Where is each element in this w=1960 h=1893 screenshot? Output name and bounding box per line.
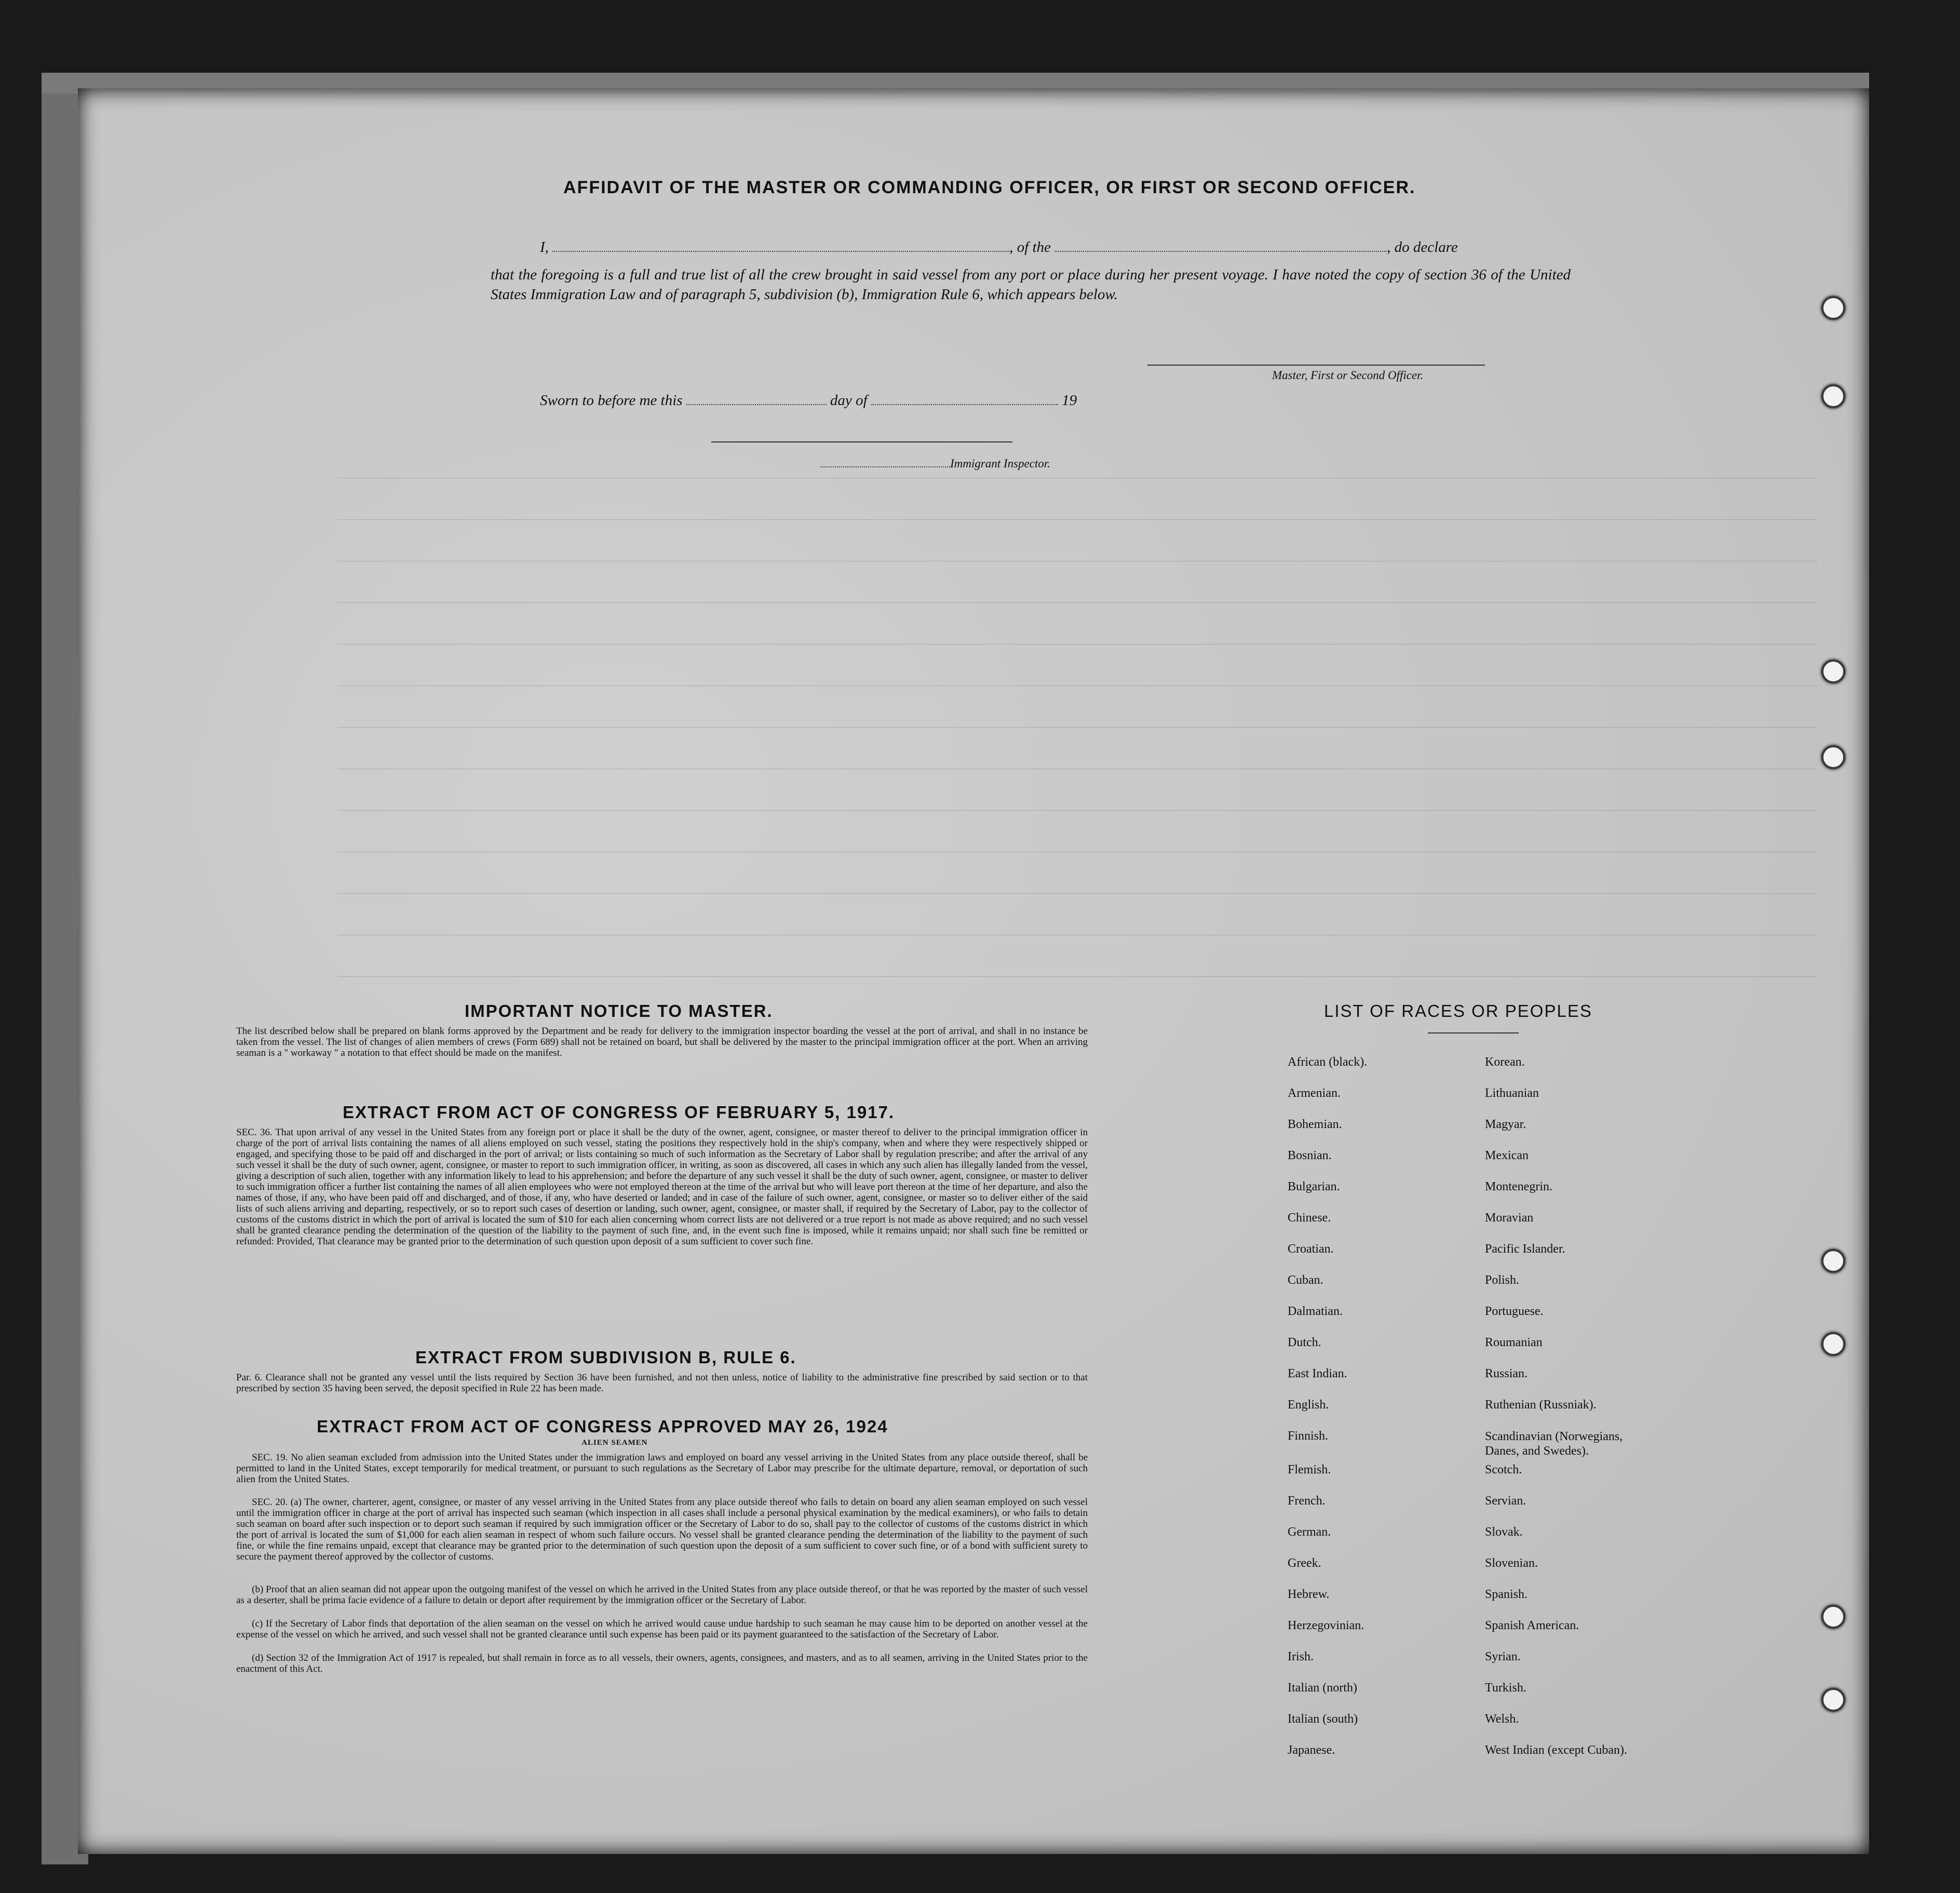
extract-1924-title: EXTRACT FROM ACT OF CONGRESS APPROVED MAY 26, 1924 bbox=[317, 1417, 888, 1436]
binder-hole bbox=[1821, 1249, 1845, 1273]
affidavit-do-declare: , do declare bbox=[1387, 239, 1458, 256]
race-item: French. bbox=[1288, 1494, 1326, 1508]
binder-hole bbox=[1821, 1605, 1845, 1629]
inspector-signature-line[interactable] bbox=[711, 441, 1012, 442]
race-item: Magyar. bbox=[1485, 1118, 1526, 1131]
name-field[interactable] bbox=[552, 251, 1009, 252]
race-item: Lithuanian bbox=[1485, 1086, 1539, 1100]
race-item: Bulgarian. bbox=[1288, 1180, 1340, 1193]
bleed-rule bbox=[337, 976, 1817, 977]
sec19-text: SEC. 19. No alien seaman excluded from admission into the United States under the immigration laws and employed on board any vessel arriving in the United States from any place outside thereof, shall be permitted to land in the United States, except temporarily for medical treatment, or pursuant to such regulations as the Secretary of Labor may prescribe for the ultimate departure, removal, or deportation of such alien from the United States. bbox=[236, 1452, 1088, 1485]
race-item: Bosnian. bbox=[1288, 1149, 1332, 1162]
master-signature-caption: Master, First or Second Officer. bbox=[1272, 369, 1424, 382]
race-item: Slovak. bbox=[1485, 1525, 1523, 1539]
race-item: African (black). bbox=[1288, 1055, 1368, 1069]
race-item: Ruthenian (Russniak). bbox=[1485, 1398, 1597, 1412]
extract-1917-text: SEC. 36. That upon arrival of any vessel in the United States from any foreign port or place it shall be the duty of the owner, agent, consignee, or master thereof to deliver to the principal immigration officer in charge of the port of arrival lists containing the names of all aliens employed on such vessel, stating the positions they respectively hold in the ship's company, when and where they were respectively shipped or engaged, and specifying those to be paid off and discharged in the port of arrival; or lists containing so much of such information as the Secretary of Labor shall by regulation prescribe; and after the arrival of any such vessel it shall be the duty of such owner, agent, consignee, or master to report to such immigration officer, in writing, as soon as discovered, all cases in which any such alien has illegally landed from the vessel, giving a description of such alien, together with any information likely to lead to his apprehension; and before the departure of any such vessel it shall be the duty of such owner, agent, consignee, or master to deliver to such immigration officer a further list containing the names of all alien employees who were not employed thereon at the time of the arrival but who will leave port thereon at the time of her departure, and also the names of those, if any, who have been paid off and discharged, and of those, if any, who have deserted or landed; and in case of the failure of such owner, agent, consignee, or master so to deliver either of the said lists of such aliens arriving and departing, respectively, or so to report such cases of desertion or landing, such owner, agent, consignee, or master shall, if required by the Secretary of Labor, pay to the collector of customs of the customs district in which the port of arrival is located the sum of $10 for each alien concerning whom correct lists are not delivered or a true report is not made as above required; and no such vessel shall be granted clearance pending the determination of the question of the liability to the payment of such fine, and, in the event such fine is imposed, while it remains unpaid; nor shall such fine be remitted or refunded: Provided, That clearance may be granted prior to the determination of such question upon deposit of a sum sufficient to cover such fine. bbox=[236, 1127, 1088, 1247]
sworn-month-field[interactable] bbox=[871, 404, 1058, 405]
bleed-rule bbox=[337, 519, 1817, 520]
vessel-field[interactable] bbox=[1055, 251, 1387, 252]
master-signature-line[interactable] bbox=[1147, 365, 1485, 366]
race-item: Spanish American. bbox=[1485, 1619, 1579, 1632]
extract-1917-title: EXTRACT FROM ACT OF CONGRESS OF FEBRUARY 5, 1917. bbox=[343, 1103, 895, 1122]
race-item: Pacific Islander. bbox=[1485, 1242, 1565, 1256]
race-item: English. bbox=[1288, 1398, 1329, 1412]
race-item: Moravian bbox=[1485, 1211, 1534, 1225]
affidavit-of-the: , of the bbox=[1009, 239, 1051, 256]
race-item: Syrian. bbox=[1485, 1650, 1521, 1663]
extract-1924-subtitle: ALIEN SEAMEN bbox=[582, 1439, 648, 1447]
race-item: Dutch. bbox=[1288, 1336, 1321, 1349]
sworn-label: Sworn to before me this bbox=[540, 392, 683, 409]
race-item: Spanish. bbox=[1485, 1588, 1528, 1601]
day-of-label: day of bbox=[830, 392, 868, 409]
extract-rule6-text: Par. 6. Clearance shall not be granted any vessel until the lists required by Section 36 have been furnished, and not then unless, notice of liability to the administrative fine prescribed by said section or to that prescribed by section 35 having been served, the deposit specified in Rule 22 has been made. bbox=[236, 1372, 1088, 1394]
race-item: Welsh. bbox=[1485, 1712, 1519, 1726]
inspector-dots bbox=[820, 466, 950, 467]
binder-hole bbox=[1821, 745, 1845, 769]
binder-hole bbox=[1821, 1688, 1845, 1712]
affidavit-line1 bbox=[540, 239, 1568, 256]
race-item: Montenegrin. bbox=[1485, 1180, 1552, 1193]
inspector-label: Immigrant Inspector. bbox=[950, 457, 1050, 470]
extract-rule6-title: EXTRACT FROM SUBDIVISION B, RULE 6. bbox=[415, 1348, 796, 1367]
race-item: Herzegovinian. bbox=[1288, 1619, 1364, 1632]
race-item: Mexican bbox=[1485, 1149, 1529, 1162]
race-item: Polish. bbox=[1485, 1273, 1520, 1287]
sec20d-text: (d) Section 32 of the Immigration Act of 1917 is repealed, but shall remain in force as to all vessels, their owners, agents, consignees, and masters, and as to all seamen, arriving in the United States prior to the enactment of this Act. bbox=[236, 1653, 1088, 1674]
race-item: Slovenian. bbox=[1485, 1556, 1538, 1570]
bleed-rule bbox=[337, 602, 1817, 603]
year-label: 19 bbox=[1062, 392, 1077, 409]
notice-title: IMPORTANT NOTICE TO MASTER. bbox=[465, 1001, 773, 1021]
races-title: LIST OF RACES OR PEOPLES bbox=[1324, 1001, 1592, 1021]
race-item: West Indian (except Cuban). bbox=[1485, 1743, 1627, 1757]
race-item: Armenian. bbox=[1288, 1086, 1341, 1100]
affidavit-i: I, bbox=[540, 239, 549, 256]
races-title-rule bbox=[1428, 1032, 1519, 1033]
race-item: Italian (north) bbox=[1288, 1681, 1357, 1695]
race-item: Korean. bbox=[1485, 1055, 1525, 1069]
inspector-caption bbox=[820, 457, 1050, 471]
race-item: German. bbox=[1288, 1525, 1331, 1539]
race-item: Italian (south) bbox=[1288, 1712, 1358, 1726]
race-item: Turkish. bbox=[1485, 1681, 1526, 1695]
bleed-rule bbox=[337, 810, 1817, 811]
race-item: Croatian. bbox=[1288, 1242, 1334, 1256]
race-item: Cuban. bbox=[1288, 1273, 1323, 1287]
race-item: Hebrew. bbox=[1288, 1588, 1330, 1601]
race-item: Chinese. bbox=[1288, 1211, 1331, 1225]
binder-hole bbox=[1821, 384, 1845, 408]
bleed-rule bbox=[337, 644, 1817, 645]
sworn-line bbox=[540, 392, 1077, 409]
affidavit-title: AFFIDAVIT OF THE MASTER OR COMMANDING OFFICER, OR FIRST OR SECOND OFFICER. bbox=[563, 178, 1416, 197]
race-item: East Indian. bbox=[1288, 1367, 1347, 1380]
binder-hole bbox=[1821, 660, 1845, 683]
race-item: Bohemian. bbox=[1288, 1118, 1342, 1131]
race-item: Irish. bbox=[1288, 1650, 1314, 1663]
sec20a-text: SEC. 20. (a) The owner, charterer, agent, consignee, or master of any vessel arriving in the United States from any place outside thereof who fails to detain on board any alien seaman employed on such vessel until the immigration officer in charge at the port of arrival has inspected such seaman (which inspection in all cases shall include a personal physical examination by the medical examiners), or who fails to detain such seaman on board after such inspection or to deport such seaman if required by such immigration officer or the Secretary of Labor to do so, shall pay to the collector of customs of the customs district in which the port of arrival is located the sum of $1,000 for each alien seaman in respect of whom such failure occurs. No vessel shall be granted clearance pending the determination of the liability to the payment of such fine, or while the fine remains unpaid, except that clearance may be granted prior to the determination of such question upon the deposit of a sum sufficient to cover such fine, or of a bond with sufficient surety to secure the payment thereof approved by the collector of customs. bbox=[236, 1497, 1088, 1562]
race-item: Flemish. bbox=[1288, 1463, 1331, 1476]
sec20c-text: (c) If the Secretary of Labor finds that deportation of the alien seaman on the vessel on which he arrived would cause undue hardship to such seaman he may cause him to be deported on another vessel at the expense of the vessel on which he arrived, and such vessel shall not be granted clearance until such expense has been paid or its payment guaranteed to the satisfaction of the Secretary of Labor. bbox=[236, 1618, 1088, 1640]
race-item: Finnish. bbox=[1288, 1429, 1329, 1443]
race-item: Servian. bbox=[1485, 1494, 1526, 1508]
binder-hole bbox=[1821, 1332, 1845, 1356]
race-item: Roumanian bbox=[1485, 1336, 1543, 1349]
race-item: Greek. bbox=[1288, 1556, 1321, 1570]
sec20b-text: (b) Proof that an alien seaman did not appear upon the outgoing manifest of the vessel on which he arrived in the United States from any place outside thereof, or that he was reported by the master of such vessel as a deserter, shall be prima facie evidence of a failure to detain or deport after requirement by the immigration officer or the Secretary of Labor. bbox=[236, 1584, 1088, 1606]
race-item: Dalmatian. bbox=[1288, 1305, 1343, 1318]
race-item: Japanese. bbox=[1288, 1743, 1335, 1757]
document-sheet bbox=[78, 88, 1869, 1854]
affidavit-paragraph: that the foregoing is a full and true list of all the crew brought in said vessel from any port or place during her present voyage. I have noted the copy of section 36 of the United States Immigration Law and of paragraph 5, subdivision (b), Immigration Rule 6, which appears below. bbox=[491, 266, 1571, 303]
race-item: Scandinavian (Norwegians, Danes, and Swedes). bbox=[1485, 1430, 1623, 1458]
race-item: Russian. bbox=[1485, 1367, 1528, 1380]
race-item: Scotch. bbox=[1485, 1463, 1522, 1476]
bleed-rule bbox=[337, 727, 1817, 728]
bleed-rule bbox=[337, 893, 1817, 894]
binder-hole bbox=[1821, 296, 1845, 320]
sworn-day-field[interactable] bbox=[686, 404, 827, 405]
race-item: Portuguese. bbox=[1485, 1305, 1544, 1318]
notice-text: The list described below shall be prepared on blank forms approved by the Department and be ready for delivery to the immigration inspector boarding the vessel at the port of arrival, and shall in no instance be taken from the vessel. The list of changes of alien members of crews (Form 689) shall not be retained on board, but shall be delivered by the master to the principal immigration officer at the port. When an arriving seaman is a " workaway " a notation to that effect should be made on the manifest. bbox=[236, 1026, 1088, 1058]
